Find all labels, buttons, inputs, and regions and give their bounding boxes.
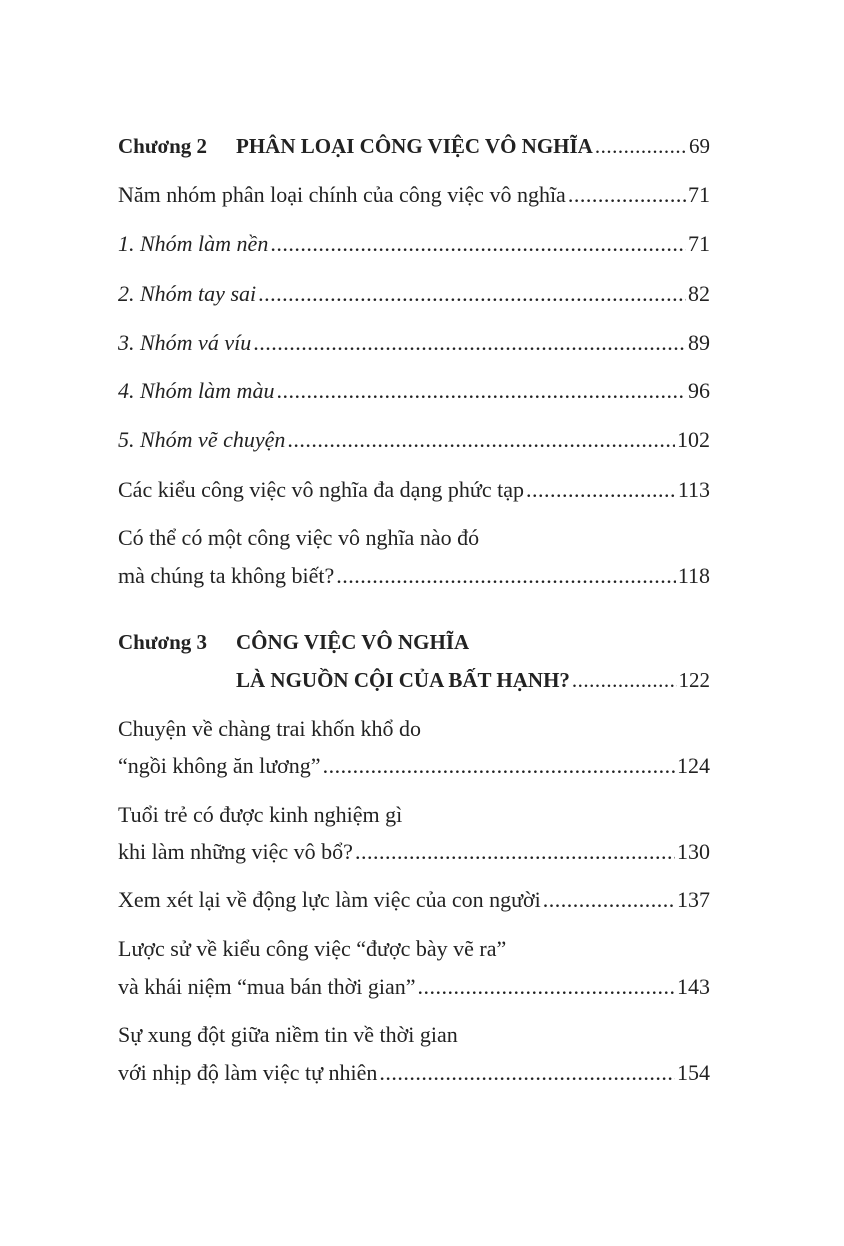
toc-entry-line1[interactable]: [118, 714, 710, 744]
toc-entry-line1[interactable]: [118, 1020, 710, 1050]
toc-entry[interactable]: [118, 475, 710, 505]
entry-title: 4. Nhóm làm màu: [118, 378, 275, 403]
toc-entry-line2[interactable]: [118, 837, 710, 867]
chapter-title: CÔNG VIỆC VÔ NGHĨA: [236, 630, 470, 654]
page-number: 96: [688, 378, 710, 403]
chapter-title: PHÂN LOẠI CÔNG VIỆC VÔ NGHĨA: [236, 134, 593, 158]
page-number: 124: [677, 753, 710, 778]
page-number: 71: [688, 182, 710, 207]
toc-entry-line2[interactable]: [118, 972, 710, 1002]
toc-entry[interactable]: [118, 328, 710, 358]
leader-dots: [379, 1058, 675, 1088]
leader-dots: [258, 279, 686, 309]
entry-title: với nhịp độ làm việc tự nhiên: [118, 1060, 378, 1085]
entry-title: và khái niệm “mua bán thời gian”: [118, 974, 416, 999]
chapter-number: Chương 3: [118, 630, 208, 654]
page-number: 122: [678, 668, 710, 692]
toc-chapter-2[interactable]: [118, 131, 710, 161]
toc-entry-line2[interactable]: [118, 561, 710, 591]
toc-entry-line2[interactable]: [118, 751, 710, 781]
page-number: 118: [677, 563, 710, 588]
page-number: 71: [688, 231, 710, 256]
entry-title: Tuổi trẻ có được kinh nghiệm gì: [118, 802, 403, 827]
page-number: 102: [677, 427, 710, 452]
toc-entry-line1[interactable]: [118, 934, 710, 964]
page-number: 82: [688, 281, 710, 306]
toc-chapter-3[interactable]: [118, 627, 710, 657]
leader-dots: [595, 131, 687, 161]
entry-title: mà chúng ta không biết?: [118, 563, 335, 588]
toc-entry-line2[interactable]: [118, 1058, 710, 1088]
chapter-title: LÀ NGUỒN CỘI CỦA BẤT HẠNH?: [236, 668, 570, 692]
page-number: 143: [677, 974, 710, 999]
toc-entry[interactable]: [118, 229, 710, 259]
leader-dots: [526, 475, 676, 505]
leader-dots: [543, 885, 675, 915]
toc-entry[interactable]: [118, 885, 710, 915]
toc-chapter-3-line2[interactable]: [118, 665, 710, 695]
entry-title: 2. Nhóm tay sai: [118, 281, 257, 306]
entry-title: Lược sử về kiểu công việc “được bày vẽ ra”: [118, 936, 507, 961]
leader-dots: [323, 751, 675, 781]
leader-dots: [336, 561, 676, 591]
page-number: 69: [689, 134, 710, 158]
leader-dots: [270, 229, 686, 259]
page-number: 154: [677, 1060, 710, 1085]
entry-title: 3. Nhóm vá víu: [118, 330, 252, 355]
entry-title: Chuyện về chàng trai khốn khổ do: [118, 716, 422, 741]
chapter-number: Chương 2: [118, 134, 208, 158]
toc-entry-line1[interactable]: [118, 800, 710, 830]
page-number: 113: [677, 477, 710, 502]
page-number: 137: [677, 887, 710, 912]
leader-dots: [418, 972, 675, 1002]
entry-title: 5. Nhóm vẽ chuyện: [118, 427, 286, 452]
toc-entry[interactable]: [118, 180, 710, 210]
page-number: 130: [677, 839, 710, 864]
entry-title: “ngồi không ăn lương”: [118, 753, 321, 778]
leader-dots: [253, 328, 686, 358]
leader-dots: [276, 376, 686, 406]
leader-dots: [287, 425, 675, 455]
page-number: 89: [688, 330, 710, 355]
entry-title: Xem xét lại về động lực làm việc của con người: [118, 887, 541, 912]
toc-entry[interactable]: [118, 425, 710, 455]
entry-title: Có thể có một công việc vô nghĩa nào đó: [118, 525, 480, 550]
leader-dots: [572, 665, 677, 695]
entry-title: Sự xung đột giữa niềm tin về thời gian: [118, 1022, 458, 1047]
entry-title: 1. Nhóm làm nền: [118, 231, 269, 256]
toc-entry[interactable]: [118, 279, 710, 309]
entry-title: Các kiểu công việc vô nghĩa đa dạng phức tạp: [118, 477, 524, 502]
leader-dots: [355, 837, 675, 867]
toc-entry[interactable]: [118, 376, 710, 406]
leader-dots: [568, 180, 686, 210]
toc-entry-line1[interactable]: [118, 523, 710, 553]
entry-title: Năm nhóm phân loại chính của công việc vô nghĩa: [118, 182, 566, 207]
entry-title: khi làm những việc vô bổ?: [118, 839, 353, 864]
